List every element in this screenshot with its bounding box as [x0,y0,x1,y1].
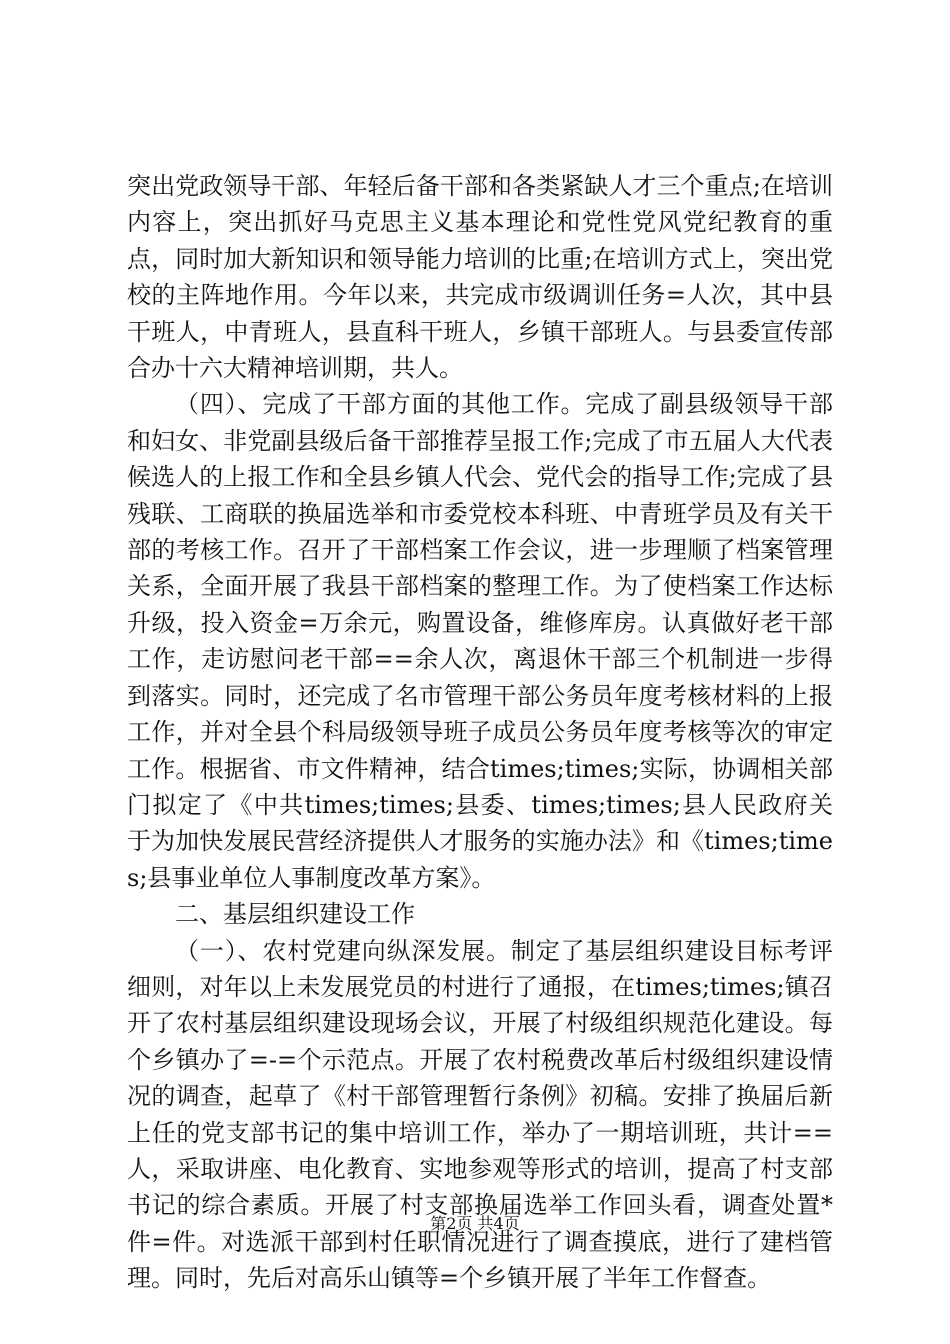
document-body [127,168,833,1297]
paragraph: （四）、完成了干部方面的其他工作。完成了副县级领导干部和妇女、非党副县级后备干部推荐呈报工作;完成了市五届人大代表候选人的上报工作和全县乡镇人代会、党代会的指导工作;完成了县残联、工商联的换届选举和市委党校本科班、中青班学员及有关干部的考核工作。召开了干部档案工作会议，进一步理顺了档案管理关系，全面开展了我县干部档案的整理工作。为了使档案工作达标升级，投入资金=万余元，购置设备，维修库房。认真做好老干部工作，走访慰问老干部==余人次，离退休干部三个机制进一步得到落实。同时，还完成了名市管理干部公务员年度考核材料的上报工作，并对全县个科局级领导班子成员公务员年度考核等次的审定工作。根据省、市文件精神，结合times;times;实际，协调相关部门拟定了《中共times;times;县委、times;times;县人民政府关于为加快发展民营经济提供人才服务的实施办法》和《times;times;县事业单位人事制度改革方案》。 [127,390,833,892]
paragraph: （一）、农村党建向纵深发展。制定了基层组织建设目标考评细则，对年以上未发展党员的村进行了通报，在times;times;镇召开了农村基层组织建设现场会议，开展了村级组织规范化建设。每个乡镇办了=-=个示范点。开展了农村税费改革后村级组织建设情况的调查，起草了《村干部管理暂行条例》初稿。安排了换届后新上任的党支部书记的集中培训工作，举办了一期培训班，共计==人，采取讲座、电化教育、实地参观等形式的培训，提高了村支部书记的综合素质。开展了村支部换届选举工作回头看，调查处置*件=件。对选派干部到村任职情况进行了调查摸底，进行了建档管理。同时，先后对高乐山镇等=个乡镇开展了半年工作督查。 [127,936,833,1293]
paragraph: 突出党政领导干部、年轻后备干部和各类紧缺人才三个重点;在培训内容上，突出抓好马克思主义基本理论和党性党风党纪教育的重点，同时加大新知识和领导能力培训的比重;在培训方式上，突出党校的主阵地作用。今年以来，共完成市级调训任务=人次，其中县干班人，中青班人，县直科干班人，乡镇干部班人。与县委宣传部合办十六大精神培训期，共人。 [127,172,833,383]
section-heading: 二、基层组织建设工作 [175,900,415,929]
page-number: 第2页 共4页 [430,1214,520,1233]
